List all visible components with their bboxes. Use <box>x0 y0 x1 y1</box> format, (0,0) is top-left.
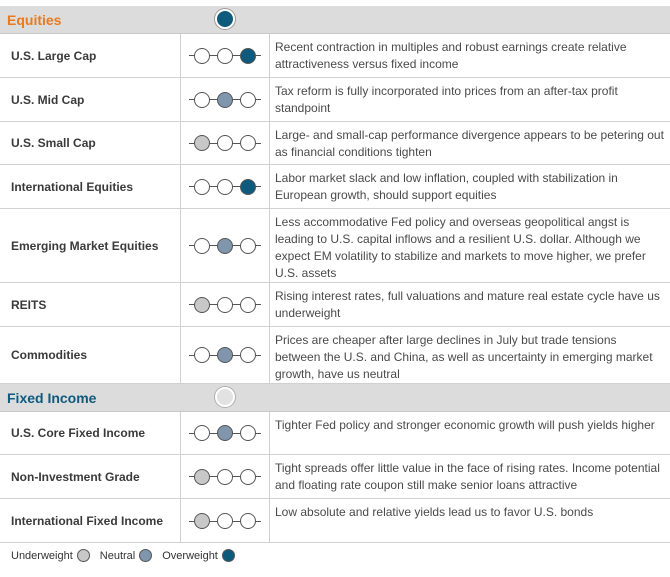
table-row <box>0 327 670 384</box>
overweight-circle <box>240 179 256 195</box>
equities-overall-rating-dot <box>215 9 235 29</box>
overweight-circle <box>240 469 256 485</box>
table-row <box>0 78 670 122</box>
row-description: Less accommodative Fed policy and overseas geopolitical angst is leading to U.S. capital inflows and a resilient U.S. dollar. Although we expect EM volatility to stabilize and markets to move higher, we prefer U.S. assets <box>275 215 646 280</box>
rating-indicator <box>189 347 261 363</box>
underweight-circle <box>194 469 210 485</box>
table-row <box>0 499 670 543</box>
overweight-circle <box>240 347 256 363</box>
equities-section-title: Equities <box>7 12 62 28</box>
legend <box>11 549 245 562</box>
rating-indicator <box>189 238 261 254</box>
row-label: U.S. Core Fixed Income <box>0 412 181 454</box>
table-row <box>0 455 670 499</box>
neutral-dot-icon <box>139 549 152 562</box>
rating-indicator <box>189 513 261 529</box>
rating-cell <box>181 34 270 77</box>
overweight-circle <box>240 135 256 151</box>
row-label: U.S. Mid Cap <box>0 78 181 121</box>
legend-underweight <box>11 549 90 562</box>
legend-neutral <box>100 549 152 562</box>
neutral-circle <box>217 297 233 313</box>
rating-cell <box>181 78 270 121</box>
row-description: Large- and small-cap performance divergence appears to be petering out as financial conditions tighten <box>275 128 664 159</box>
rating-cell <box>181 122 270 164</box>
legend-overweight-label: Overweight <box>162 549 218 562</box>
fixed-income-section-title: Fixed Income <box>7 390 97 406</box>
rating-indicator <box>189 92 261 108</box>
underweight-circle <box>194 297 210 313</box>
neutral-circle <box>217 347 233 363</box>
row-description: Tighter Fed policy and stronger economic growth will push yields higher <box>275 418 655 432</box>
row-label: U.S. Large Cap <box>0 34 181 77</box>
underweight-circle <box>194 179 210 195</box>
underweight-circle <box>194 513 210 529</box>
table-row <box>0 165 670 209</box>
row-label: REITS <box>0 283 181 326</box>
underweight-circle <box>194 135 210 151</box>
underweight-circle <box>194 425 210 441</box>
row-label: Emerging Market Equities <box>0 209 181 282</box>
row-description: Labor market slack and low inflation, coupled with stabilization in European growth, should support equities <box>275 171 618 202</box>
fixed-income-section-header <box>0 384 670 412</box>
rating-cell <box>181 327 270 383</box>
legend-divider <box>0 542 670 543</box>
overweight-circle <box>240 425 256 441</box>
overweight-circle <box>240 513 256 529</box>
row-description: Recent contraction in multiples and robust earnings create relative attractiveness versus fixed income <box>275 40 627 71</box>
rating-cell <box>181 499 270 543</box>
allocation-table <box>0 6 670 543</box>
rating-indicator <box>189 425 261 441</box>
fixed-income-overall-rating-dot <box>215 387 235 407</box>
overweight-circle <box>240 238 256 254</box>
neutral-circle <box>217 135 233 151</box>
legend-overweight <box>162 549 235 562</box>
row-description: Low absolute and relative yields lead us to favor U.S. bonds <box>275 505 594 519</box>
neutral-circle <box>217 92 233 108</box>
underweight-dot-icon <box>77 549 90 562</box>
legend-underweight-label: Underweight <box>11 549 73 562</box>
equities-section-header <box>0 6 670 34</box>
underweight-circle <box>194 92 210 108</box>
overweight-circle <box>240 48 256 64</box>
rating-indicator <box>189 135 261 151</box>
row-label: U.S. Small Cap <box>0 122 181 164</box>
underweight-circle <box>194 48 210 64</box>
row-description: Rising interest rates, full valuations and mature real estate cycle have us underweight <box>275 289 660 320</box>
row-label: Commodities <box>0 327 181 383</box>
neutral-circle <box>217 469 233 485</box>
overweight-dot-icon <box>222 549 235 562</box>
table-row <box>0 34 670 78</box>
row-label: Non-Investment Grade <box>0 455 181 498</box>
underweight-circle <box>194 347 210 363</box>
neutral-circle <box>217 179 233 195</box>
table-row <box>0 283 670 327</box>
row-label: International Equities <box>0 165 181 208</box>
rating-cell <box>181 165 270 208</box>
neutral-circle <box>217 48 233 64</box>
rating-indicator <box>189 179 261 195</box>
underweight-circle <box>194 238 210 254</box>
table-row <box>0 122 670 165</box>
table-row <box>0 209 670 283</box>
rating-indicator <box>189 297 261 313</box>
legend-neutral-label: Neutral <box>99 549 136 562</box>
rating-cell <box>181 412 270 454</box>
row-description: Prices are cheaper after large declines in July but trade tensions between the U.S. and China, as well as uncertainty in emerging market growth, have us neutral <box>275 333 653 381</box>
neutral-circle <box>217 425 233 441</box>
row-label: International Fixed Income <box>0 499 181 543</box>
rating-indicator <box>189 469 261 485</box>
rating-indicator <box>189 48 261 64</box>
rating-cell <box>181 283 270 326</box>
overweight-circle <box>240 297 256 313</box>
row-description: Tight spreads offer little value in the face of rising rates. Income potential and floating rate coupon still make senior loans attractive <box>275 461 660 492</box>
overweight-circle <box>240 92 256 108</box>
rating-cell <box>181 455 270 498</box>
table-row <box>0 412 670 455</box>
neutral-circle <box>217 238 233 254</box>
row-description: Tax reform is fully incorporated into prices from an after-tax profit standpoint <box>275 84 618 115</box>
rating-cell <box>181 209 270 282</box>
neutral-circle <box>217 513 233 529</box>
